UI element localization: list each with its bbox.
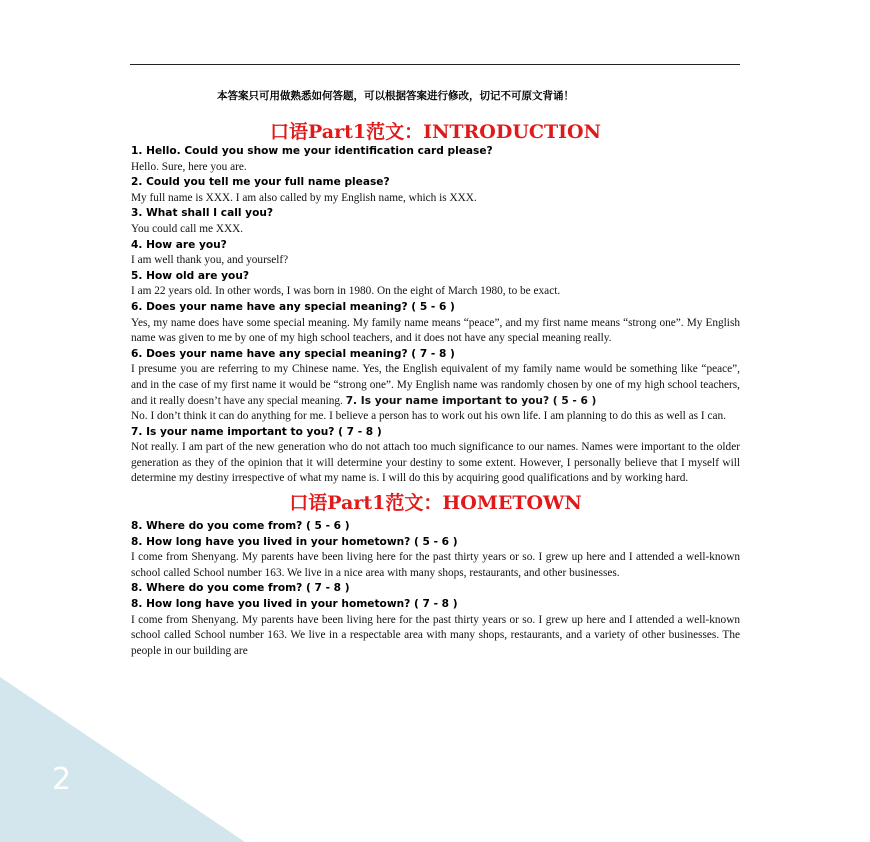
answer-text: I presume you are referring to my Chinese name. Yes, the English equivalent of my family name would be something like “peace”, and in the case of my first name it would be “strong one”. My English name was randomly chosen by one of my high school teachers, and it really doesn’t have any special meaning. (131, 363, 740, 407)
question: 5. How old are you? (131, 269, 250, 282)
answer: No. I don’t think it can do anything for me. I believe a person has to work out his own life. I am planning to do this as well as I can. (131, 410, 726, 423)
question: 8. How long have you lived in your hometown? ( 5 - 6 ) (131, 535, 458, 548)
question: 1. Hello. Could you show me your identification card please? (131, 145, 493, 157)
answer: Not really. I am part of the new generation who do not attach too much significance to our names. Names were important to the older generation as they of the opinion that it will determine your destiny to some extent. However, I personally believe that I myself will determine my destiny irrespective of what my name is. I will do this by acquiring good qualifications and by working hard. (131, 441, 740, 485)
answer: I am 22 years old. In other words, I was born in 1980. On the eight of March 1980, to be exact. (131, 285, 561, 298)
question: 6. Does your name have any special meaning? ( 5 - 6 ) (131, 300, 455, 313)
corner-decoration (0, 677, 245, 842)
page-number: 2 (52, 762, 72, 797)
section-title-introduction: 口语Part1范文：INTRODUCTION (270, 121, 601, 143)
answer: My full name is XXX. I am also called by my English name, which is XXX. (131, 191, 477, 204)
question: 4. How are you? (131, 238, 227, 251)
notice-text: 本答案只可用做熟悉如何答题，可以根据答案进行修改，切记不可原文背诵！ (217, 90, 574, 102)
question: 7. Is your name important to you? ( 7 - 8 ) (131, 425, 382, 438)
question: 8. Where do you come from? ( 7 - 8 ) (131, 582, 350, 595)
section-title-hometown: 口语Part1范文：HOMETOWN (289, 492, 582, 515)
answer: I come from Shenyang. My parents have been living here for the past thirty years or so. I grew up here and I attended a well-known school called School number 163. We live in a nice area with many shops, restaurants, and other businesses. (131, 551, 740, 579)
inline-question: 7. Is your name important to you? ( 5 - 6 ) (345, 394, 597, 407)
question: 6. Does your name have any special meaning? ( 7 - 8 ) (131, 347, 455, 360)
question: 3. What shall I call you? (131, 207, 274, 220)
question: 8. Where do you come from? ( 5 - 6 ) (131, 520, 350, 533)
question: 8. How long have you lived in your hometown? ( 7 - 8 ) (131, 598, 458, 611)
answer: I am well thank you, and yourself? (131, 254, 289, 267)
question: 2. Could you tell me your full name please? (131, 176, 390, 189)
answer: You could call me XXX. (131, 222, 244, 235)
answer: I come from Shenyang. My parents have been living here for the past thirty years or so. I grew up here and I attended a well-known school called School number 163. We live in a respectable area with many shops, restaurants, and a variety of other businesses. The people in our building are (131, 613, 740, 657)
document-body (131, 88, 740, 659)
header-rule (130, 64, 740, 65)
answer: Hello. Sure, here you are. (131, 160, 247, 173)
answer (131, 362, 740, 409)
answer: Yes, my name does have some special meaning. My family name means “peace”, and my first name means “strong one”. My English name was given to me by one of my high school teachers, and it does not have any special meaning really. (131, 316, 740, 345)
